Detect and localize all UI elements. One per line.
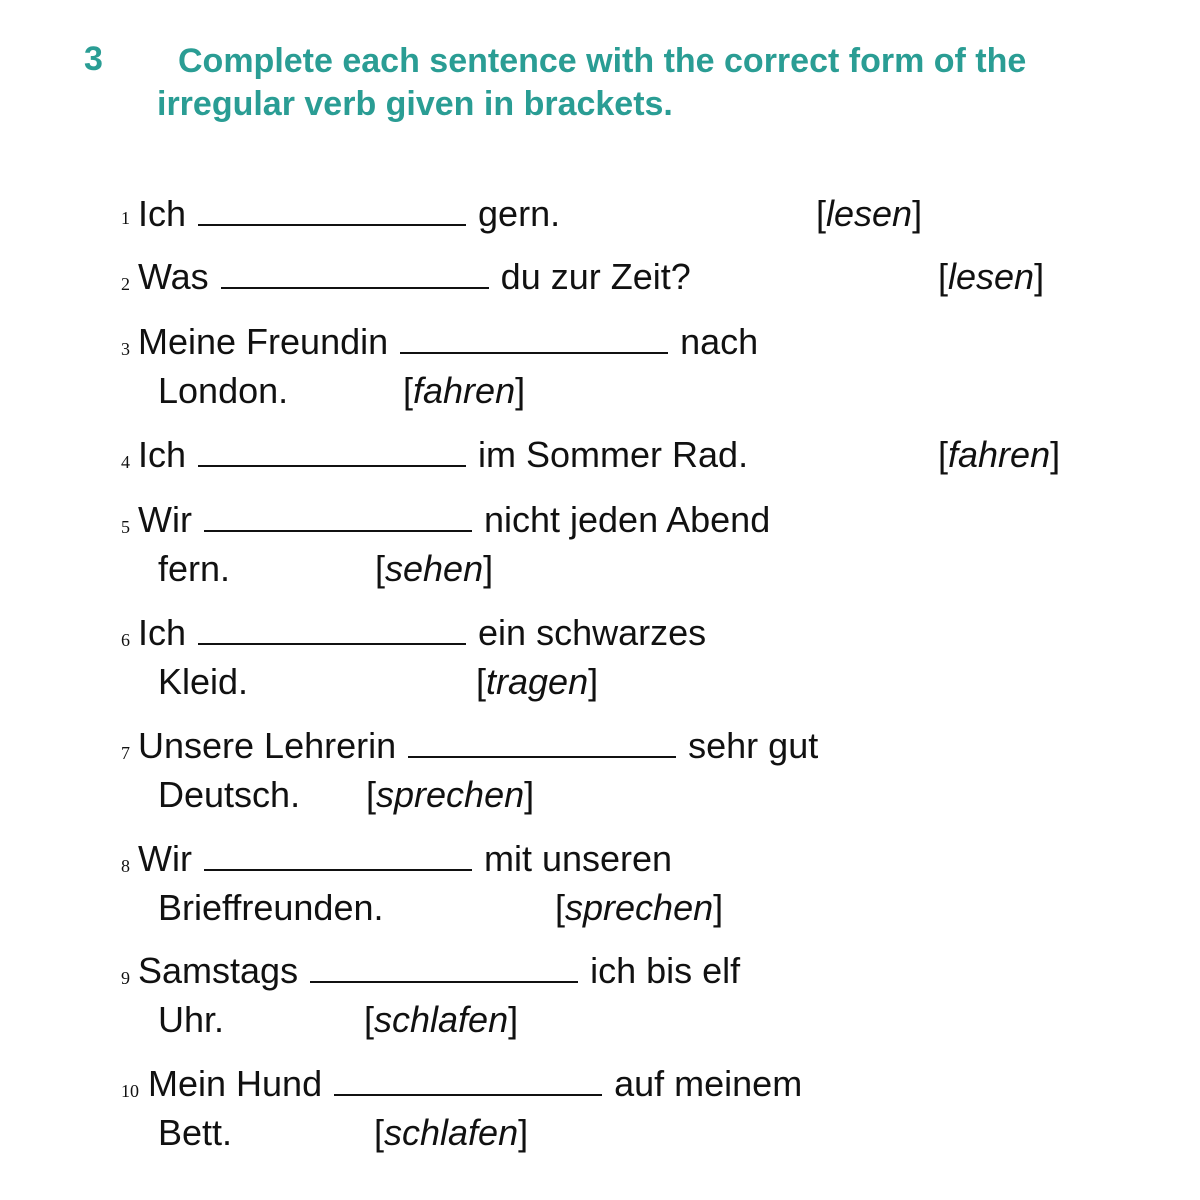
item-number: 10 [121,1081,139,1101]
sentence-start: Samstags [138,950,299,991]
item-number: 4 [121,452,130,472]
verb-hint-text: schlafen [384,1112,519,1153]
answer-blank[interactable] [198,615,466,645]
verb-hint: [tragen] [476,661,599,702]
item-number: 2 [121,274,130,294]
sentence-end: ein schwarzes [478,612,707,653]
sentence-start: Ich [138,434,187,475]
verb-hint: [sprechen] [366,774,535,815]
verb-hint-text: sehen [385,548,484,589]
verb-hint-text: schlafen [374,999,509,1040]
verb-hint: [sehen] [375,548,494,589]
verb-hint-text: lesen [826,193,913,234]
item-number: 8 [121,856,130,876]
verb-hint: [sprechen] [555,887,724,928]
sentence-continuation: London. [158,370,289,411]
sentence-line [138,612,706,654]
verb-hint: [lesen] [816,193,923,234]
verb-hint-text: tragen [486,661,589,702]
sentence-start: Ich [138,193,187,234]
answer-blank[interactable] [198,196,466,226]
verb-hint-text: fahren [948,434,1051,475]
sentence-continuation: Bett. [158,1112,233,1153]
sentence-end: nach [680,321,759,362]
sentence-start: Meine Freundin [138,321,389,362]
sentence-end: im Sommer Rad. [478,434,749,475]
sentence-line [138,434,748,476]
answer-blank[interactable] [204,841,472,871]
sentence-line [138,193,560,235]
sentence-line [148,1063,802,1105]
sentence-start: Wir [138,838,192,879]
sentence-line [138,321,758,363]
sentence-end: mit unseren [483,838,673,879]
exercise-instruction: Complete each sentence with the correct form of the irregular verb given in brackets. [157,42,1027,123]
sentence-end: auf meinem [614,1063,803,1104]
sentence-line [138,499,770,541]
sentence-line [138,256,691,298]
verb-hint: [fahren] [403,370,526,411]
item-number: 1 [121,208,130,228]
sentence-start: Wir [138,499,192,540]
verb-hint: [schlafen] [374,1112,529,1153]
verb-hint: [lesen] [938,256,1045,297]
sentence-start: Mein Hund [148,1063,323,1104]
sentence-continuation: Brieffreunden. [158,887,384,928]
answer-blank[interactable] [400,324,668,354]
sentence-continuation: fern. [158,548,231,589]
exercise-heading [0,0,1200,140]
sentence-start: Was [138,256,209,297]
answer-blank[interactable] [221,259,489,289]
answer-blank[interactable] [408,728,676,758]
sentence-line [138,950,740,992]
answer-blank[interactable] [310,953,578,983]
item-number: 6 [121,630,130,650]
sentence-end: gern. [478,193,561,234]
verb-hint: [fahren] [938,434,1061,475]
verb-hint-text: sprechen [376,774,525,815]
item-number: 9 [121,968,130,988]
verb-hint-text: fahren [413,370,516,411]
sentence-start: Unsere Lehrerin [138,725,397,766]
item-number: 7 [121,743,130,763]
sentence-continuation: Kleid. [158,661,249,702]
answer-blank[interactable] [334,1066,602,1096]
answer-blank[interactable] [198,437,466,467]
sentence-end: ich bis elf [590,950,741,991]
sentence-continuation: Deutsch. [158,774,301,815]
sentence-end: sehr gut [688,725,819,766]
sentence-start: Ich [138,612,187,653]
sentence-end: du zur Zeit? [500,256,691,297]
exercise-number: 3 [84,40,103,78]
sentence-end: nicht jeden Abend [483,499,771,540]
sentence-line [138,725,818,767]
sentence-continuation: Uhr. [158,999,225,1040]
verb-hint: [schlafen] [364,999,519,1040]
verb-hint-text: sprechen [565,887,714,928]
item-number: 3 [121,339,130,359]
item-number: 5 [121,517,130,537]
sentence-line [138,838,672,880]
verb-hint-text: lesen [948,256,1035,297]
answer-blank[interactable] [204,502,472,532]
